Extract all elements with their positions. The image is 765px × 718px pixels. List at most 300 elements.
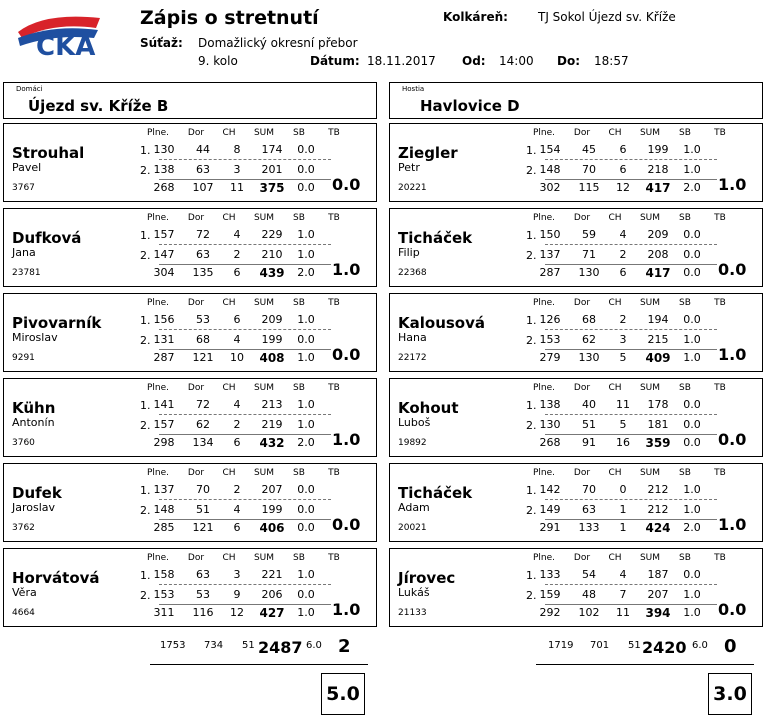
cell-tot: 292 bbox=[539, 606, 561, 619]
cell-tot: 2.0 bbox=[683, 521, 701, 534]
cell-r2: 9 bbox=[233, 588, 241, 601]
row-label: 2. bbox=[526, 504, 537, 517]
home-total-ch: 51 bbox=[242, 640, 255, 651]
column-header: Plne. bbox=[146, 128, 170, 138]
cell-r1: 4 bbox=[619, 228, 627, 241]
cell-r1: 4 bbox=[233, 398, 241, 411]
cell-r2: 2 bbox=[233, 248, 241, 261]
column-header: CH bbox=[222, 553, 236, 563]
column-header: SB bbox=[293, 468, 305, 478]
cell-r1: 212 bbox=[647, 483, 669, 496]
row-label: 1. bbox=[140, 569, 151, 582]
cell-r2: 0.0 bbox=[297, 588, 315, 601]
away-total-line bbox=[536, 664, 754, 665]
cell-r1: 0.0 bbox=[683, 313, 701, 326]
column-header: Dor bbox=[573, 383, 591, 393]
player-surname: Pivovarník bbox=[12, 314, 102, 332]
column-header: Dor bbox=[187, 553, 205, 563]
total-divider bbox=[159, 604, 331, 605]
home-total-line bbox=[150, 664, 368, 665]
cell-tot: 287 bbox=[539, 266, 561, 279]
cell-r1: 213 bbox=[261, 398, 283, 411]
cell-r2: 51 bbox=[196, 503, 210, 516]
row-label: 1. bbox=[140, 229, 151, 242]
cell-r1: 157 bbox=[153, 228, 175, 241]
cell-r2: 63 bbox=[196, 248, 210, 261]
row-divider bbox=[545, 584, 717, 585]
home-final-score: 5.0 bbox=[321, 673, 365, 715]
total-divider bbox=[159, 349, 331, 350]
cell-r1: 70 bbox=[196, 483, 210, 496]
total-divider bbox=[159, 519, 331, 520]
player-tb: 1.0 bbox=[718, 515, 747, 534]
cell-r2: 63 bbox=[582, 503, 596, 516]
page-title: Zápis o stretnutí bbox=[140, 7, 319, 29]
column-header: CH bbox=[608, 468, 622, 478]
column-header: Plne. bbox=[532, 213, 556, 223]
row-label: 1. bbox=[526, 399, 537, 412]
column-header: Plne. bbox=[146, 213, 170, 223]
row-divider bbox=[159, 159, 331, 160]
cell-tot: 107 bbox=[192, 181, 214, 194]
row-label: 2. bbox=[526, 249, 537, 262]
row-label: 2. bbox=[140, 419, 151, 432]
cell-r2: 62 bbox=[582, 333, 596, 346]
player-surname: Kalousová bbox=[398, 314, 486, 332]
column-header: CH bbox=[608, 213, 622, 223]
cell-r1: 68 bbox=[582, 313, 596, 326]
home-caption: Domáci bbox=[16, 85, 43, 93]
column-header: Dor bbox=[573, 468, 591, 478]
cell-r2: 62 bbox=[196, 418, 210, 431]
cell-tot: 91 bbox=[582, 436, 596, 449]
player-surname: Dufková bbox=[12, 229, 82, 247]
home-player-card bbox=[3, 123, 377, 202]
away-player-card bbox=[389, 548, 763, 627]
cell-r1: 54 bbox=[582, 568, 596, 581]
cell-r1: 142 bbox=[539, 483, 561, 496]
cell-r1: 44 bbox=[196, 143, 210, 156]
cell-r2: 153 bbox=[153, 588, 175, 601]
cell-r1: 72 bbox=[196, 398, 210, 411]
cell-r1: 6 bbox=[619, 143, 627, 156]
cell-tot: 135 bbox=[192, 266, 214, 279]
player-tb: 0.0 bbox=[718, 600, 747, 619]
player-id: 22368 bbox=[398, 268, 427, 278]
player-id: 9291 bbox=[12, 353, 35, 363]
cell-tot: 0.0 bbox=[683, 266, 701, 279]
row-label: 2. bbox=[526, 419, 537, 432]
logo-lettering: ČKA bbox=[36, 32, 96, 60]
od-label: Od: bbox=[462, 54, 486, 68]
cell-r2: 71 bbox=[582, 248, 596, 261]
cell-r2: 68 bbox=[196, 333, 210, 346]
sutaz-value: Domažlický okresní přebor bbox=[198, 36, 358, 50]
player-surname: Ticháček bbox=[398, 229, 473, 247]
cell-r2: 157 bbox=[153, 418, 175, 431]
home-team-name: Újezd sv. Kříže B bbox=[28, 97, 169, 115]
cell-tot: 1.0 bbox=[297, 606, 315, 619]
column-header: TB bbox=[328, 468, 340, 478]
player-tb: 0.0 bbox=[718, 260, 747, 279]
column-header: Plne. bbox=[532, 298, 556, 308]
cell-r1: 4 bbox=[619, 568, 627, 581]
cell-r2: 218 bbox=[647, 163, 669, 176]
cell-tot: 5 bbox=[619, 351, 627, 364]
cell-r2: 138 bbox=[153, 163, 175, 176]
cell-tot: 394 bbox=[645, 606, 671, 620]
home-player-card bbox=[3, 293, 377, 372]
cell-r1: 0.0 bbox=[683, 568, 701, 581]
column-header: Dor bbox=[573, 128, 591, 138]
column-header: TB bbox=[714, 298, 726, 308]
row-label: 2. bbox=[140, 589, 151, 602]
column-header: Plne. bbox=[146, 298, 170, 308]
player-firstname: Antonín bbox=[12, 416, 55, 429]
column-header: SB bbox=[679, 128, 691, 138]
cell-r2: 0.0 bbox=[297, 503, 315, 516]
player-surname: Strouhal bbox=[12, 144, 85, 162]
cell-r2: 7 bbox=[619, 588, 627, 601]
cell-tot: 417 bbox=[645, 181, 671, 195]
column-header: CH bbox=[222, 213, 236, 223]
do-label: Do: bbox=[557, 54, 581, 68]
home-total-sum: 2487 bbox=[258, 638, 303, 657]
player-surname: Horvátová bbox=[12, 569, 100, 587]
cell-r2: 1.0 bbox=[683, 163, 701, 176]
player-id: 21133 bbox=[398, 608, 427, 618]
do-value: 18:57 bbox=[594, 54, 629, 68]
cell-tot: 268 bbox=[153, 181, 175, 194]
column-header: SUM bbox=[639, 553, 661, 563]
cell-r1: 53 bbox=[196, 313, 210, 326]
player-id: 23781 bbox=[12, 268, 41, 278]
cell-tot: 12 bbox=[230, 606, 244, 619]
cell-r1: 3 bbox=[233, 568, 241, 581]
row-label: 2. bbox=[526, 164, 537, 177]
row-label: 1. bbox=[526, 569, 537, 582]
away-player-card bbox=[389, 293, 763, 372]
cell-r1: 126 bbox=[539, 313, 561, 326]
cell-r2: 70 bbox=[582, 163, 596, 176]
away-player-card bbox=[389, 463, 763, 542]
cell-tot: 439 bbox=[259, 266, 285, 280]
player-firstname: Jaroslav bbox=[12, 501, 56, 514]
cell-r1: 158 bbox=[153, 568, 175, 581]
player-id: 3760 bbox=[12, 438, 35, 448]
cell-r1: 194 bbox=[647, 313, 669, 326]
column-header: SB bbox=[293, 383, 305, 393]
column-header: SB bbox=[293, 553, 305, 563]
row-label: 1. bbox=[140, 484, 151, 497]
cell-r1: 40 bbox=[582, 398, 596, 411]
cell-r2: 53 bbox=[196, 588, 210, 601]
player-firstname: Pavel bbox=[12, 161, 42, 174]
column-header: SB bbox=[293, 213, 305, 223]
column-header: SB bbox=[679, 298, 691, 308]
cell-tot: 134 bbox=[192, 436, 214, 449]
column-header: Dor bbox=[187, 213, 205, 223]
cell-r2: 63 bbox=[196, 163, 210, 176]
cell-tot: 6 bbox=[233, 436, 241, 449]
column-header: SB bbox=[679, 383, 691, 393]
cell-r2: 2 bbox=[619, 248, 627, 261]
cell-r2: 5 bbox=[619, 418, 627, 431]
cell-r2: 208 bbox=[647, 248, 669, 261]
row-divider bbox=[545, 414, 717, 415]
cell-r2: 219 bbox=[261, 418, 283, 431]
row-divider bbox=[159, 329, 331, 330]
cell-r1: 137 bbox=[153, 483, 175, 496]
player-tb: 1.0 bbox=[332, 260, 361, 279]
cell-tot: 291 bbox=[539, 521, 561, 534]
column-header: TB bbox=[328, 383, 340, 393]
cell-r1: 154 bbox=[539, 143, 561, 156]
cell-r1: 63 bbox=[196, 568, 210, 581]
cell-r2: 130 bbox=[539, 418, 561, 431]
cell-r2: 1.0 bbox=[683, 588, 701, 601]
column-header: Plne. bbox=[146, 553, 170, 563]
cell-tot: 268 bbox=[539, 436, 561, 449]
cell-r1: 59 bbox=[582, 228, 596, 241]
column-header: TB bbox=[328, 298, 340, 308]
away-player-card bbox=[389, 208, 763, 287]
cell-r2: 131 bbox=[153, 333, 175, 346]
column-header: SUM bbox=[253, 213, 275, 223]
column-header: CH bbox=[608, 298, 622, 308]
total-divider bbox=[545, 434, 717, 435]
cell-r2: 149 bbox=[539, 503, 561, 516]
cell-tot: 359 bbox=[645, 436, 671, 450]
column-header: SUM bbox=[639, 128, 661, 138]
cell-tot: 311 bbox=[153, 606, 175, 619]
cell-r1: 6 bbox=[233, 313, 241, 326]
cell-r1: 1.0 bbox=[297, 313, 315, 326]
column-header: SUM bbox=[253, 128, 275, 138]
cell-r1: 2 bbox=[619, 313, 627, 326]
od-value: 14:00 bbox=[499, 54, 534, 68]
cell-r1: 8 bbox=[233, 143, 241, 156]
player-id: 22172 bbox=[398, 353, 427, 363]
column-header: SB bbox=[679, 468, 691, 478]
cell-r1: 0.0 bbox=[297, 483, 315, 496]
cell-r1: 0.0 bbox=[683, 398, 701, 411]
cell-tot: 0.0 bbox=[683, 436, 701, 449]
cell-r2: 4 bbox=[233, 503, 241, 516]
column-header: SUM bbox=[639, 213, 661, 223]
away-total-plne: 1719 bbox=[548, 640, 574, 651]
cell-r2: 207 bbox=[647, 588, 669, 601]
cell-r2: 48 bbox=[582, 588, 596, 601]
cell-tot: 6 bbox=[233, 521, 241, 534]
cell-tot: 287 bbox=[153, 351, 175, 364]
column-header: Dor bbox=[573, 553, 591, 563]
player-surname: Ziegler bbox=[398, 144, 458, 162]
cell-r2: 199 bbox=[261, 333, 283, 346]
total-divider bbox=[159, 179, 331, 180]
column-header: CH bbox=[608, 383, 622, 393]
column-header: SB bbox=[679, 213, 691, 223]
total-divider bbox=[545, 349, 717, 350]
row-label: 2. bbox=[140, 504, 151, 517]
cell-tot: 1.0 bbox=[683, 351, 701, 364]
row-label: 1. bbox=[526, 314, 537, 327]
column-header: Plne. bbox=[146, 468, 170, 478]
player-surname: Ticháček bbox=[398, 484, 473, 502]
cell-r2: 4 bbox=[233, 333, 241, 346]
sutaz-label: Súťaž: bbox=[140, 36, 183, 50]
datum-value: 18.11.2017 bbox=[367, 54, 436, 68]
row-label: 2. bbox=[526, 334, 537, 347]
player-firstname: Luboš bbox=[398, 416, 431, 429]
cell-r2: 1.0 bbox=[297, 418, 315, 431]
cell-r1: 1.0 bbox=[297, 568, 315, 581]
away-player-card bbox=[389, 378, 763, 457]
column-header: TB bbox=[714, 128, 726, 138]
cell-tot: 304 bbox=[153, 266, 175, 279]
row-divider bbox=[545, 329, 717, 330]
home-player-card bbox=[3, 208, 377, 287]
home-player-card bbox=[3, 463, 377, 542]
cell-tot: 116 bbox=[192, 606, 214, 619]
cell-tot: 2.0 bbox=[297, 266, 315, 279]
player-tb: 1.0 bbox=[718, 345, 747, 364]
row-label: 2. bbox=[140, 249, 151, 262]
column-header: TB bbox=[714, 553, 726, 563]
player-firstname: Hana bbox=[398, 331, 427, 344]
cell-tot: 1 bbox=[619, 521, 627, 534]
column-header: SUM bbox=[639, 298, 661, 308]
cell-tot: 0.0 bbox=[297, 521, 315, 534]
cell-r2: 1.0 bbox=[297, 248, 315, 261]
player-tb: 0.0 bbox=[332, 515, 361, 534]
cell-tot: 102 bbox=[578, 606, 600, 619]
total-divider bbox=[545, 179, 717, 180]
row-divider bbox=[545, 244, 717, 245]
cell-r1: 156 bbox=[153, 313, 175, 326]
cell-r1: 178 bbox=[647, 398, 669, 411]
cell-r1: 1.0 bbox=[683, 483, 701, 496]
cell-tot: 1.0 bbox=[683, 606, 701, 619]
column-header: TB bbox=[714, 383, 726, 393]
column-header: SUM bbox=[253, 298, 275, 308]
home-total-dor: 734 bbox=[204, 640, 224, 651]
cell-r1: 229 bbox=[261, 228, 283, 241]
column-header: Dor bbox=[187, 298, 205, 308]
cell-r1: 209 bbox=[261, 313, 283, 326]
cell-r2: 148 bbox=[539, 163, 561, 176]
column-header: Dor bbox=[573, 213, 591, 223]
player-tb: 1.0 bbox=[718, 175, 747, 194]
cell-tot: 130 bbox=[578, 266, 600, 279]
row-label: 1. bbox=[140, 399, 151, 412]
cell-tot: 427 bbox=[259, 606, 285, 620]
cell-r1: 1.0 bbox=[297, 228, 315, 241]
column-header: Dor bbox=[573, 298, 591, 308]
home-total-tb: 2 bbox=[338, 636, 351, 657]
row-label: 1. bbox=[140, 144, 151, 157]
round-number: 9. kolo bbox=[198, 54, 238, 68]
player-tb: 0.0 bbox=[332, 345, 361, 364]
player-firstname: Jana bbox=[12, 246, 36, 259]
column-header: SUM bbox=[253, 553, 275, 563]
row-divider bbox=[159, 244, 331, 245]
cell-r2: 1.0 bbox=[683, 503, 701, 516]
column-header: CH bbox=[222, 128, 236, 138]
cell-r2: 1.0 bbox=[683, 333, 701, 346]
cell-tot: 432 bbox=[259, 436, 285, 450]
player-id: 20021 bbox=[398, 523, 427, 533]
cell-r2: 201 bbox=[261, 163, 283, 176]
cell-r1: 130 bbox=[153, 143, 175, 156]
cell-r1: 72 bbox=[196, 228, 210, 241]
column-header: CH bbox=[222, 468, 236, 478]
cell-tot: 11 bbox=[616, 606, 630, 619]
cell-r2: 0.0 bbox=[683, 248, 701, 261]
datum-label: Dátum: bbox=[310, 54, 360, 68]
cell-r2: 1 bbox=[619, 503, 627, 516]
cell-tot: 115 bbox=[578, 181, 600, 194]
player-surname: Jírovec bbox=[398, 569, 456, 587]
column-header: Plne. bbox=[532, 468, 556, 478]
column-header: Dor bbox=[187, 128, 205, 138]
cell-tot: 16 bbox=[616, 436, 630, 449]
player-id: 3762 bbox=[12, 523, 35, 533]
away-total-sb: 6.0 bbox=[692, 640, 708, 651]
cell-r1: 207 bbox=[261, 483, 283, 496]
cell-r2: 210 bbox=[261, 248, 283, 261]
row-label: 1. bbox=[526, 229, 537, 242]
row-divider bbox=[159, 499, 331, 500]
row-divider bbox=[545, 499, 717, 500]
home-total-plne: 1753 bbox=[160, 640, 186, 651]
away-caption: Hostia bbox=[402, 85, 425, 93]
cell-r1: 45 bbox=[582, 143, 596, 156]
cell-r2: 3 bbox=[233, 163, 241, 176]
row-label: 2. bbox=[140, 334, 151, 347]
cell-r1: 1.0 bbox=[683, 143, 701, 156]
cell-r1: 174 bbox=[261, 143, 283, 156]
away-total-dor: 701 bbox=[590, 640, 610, 651]
cell-r1: 133 bbox=[539, 568, 561, 581]
row-label: 1. bbox=[140, 314, 151, 327]
column-header: Plne. bbox=[532, 383, 556, 393]
row-label: 1. bbox=[526, 484, 537, 497]
player-tb: 0.0 bbox=[718, 430, 747, 449]
cell-r1: 70 bbox=[582, 483, 596, 496]
player-surname: Kohout bbox=[398, 399, 459, 417]
away-total-sum: 2420 bbox=[642, 638, 687, 657]
cell-tot: 130 bbox=[578, 351, 600, 364]
column-header: SUM bbox=[253, 383, 275, 393]
away-player-card bbox=[389, 123, 763, 202]
kolkaren-label: Kolkáreň: bbox=[443, 10, 508, 24]
cell-r1: 150 bbox=[539, 228, 561, 241]
column-header: Dor bbox=[187, 468, 205, 478]
cka-logo bbox=[14, 8, 102, 60]
cell-r2: 6 bbox=[619, 163, 627, 176]
player-id: 4664 bbox=[12, 608, 35, 618]
cell-tot: 408 bbox=[259, 351, 285, 365]
column-header: Plne. bbox=[532, 553, 556, 563]
cell-r2: 3 bbox=[619, 333, 627, 346]
row-label: 2. bbox=[140, 164, 151, 177]
column-header: Dor bbox=[187, 383, 205, 393]
cell-r2: 0.0 bbox=[297, 333, 315, 346]
player-firstname: Věra bbox=[12, 586, 37, 599]
cell-r1: 138 bbox=[539, 398, 561, 411]
row-divider bbox=[545, 159, 717, 160]
